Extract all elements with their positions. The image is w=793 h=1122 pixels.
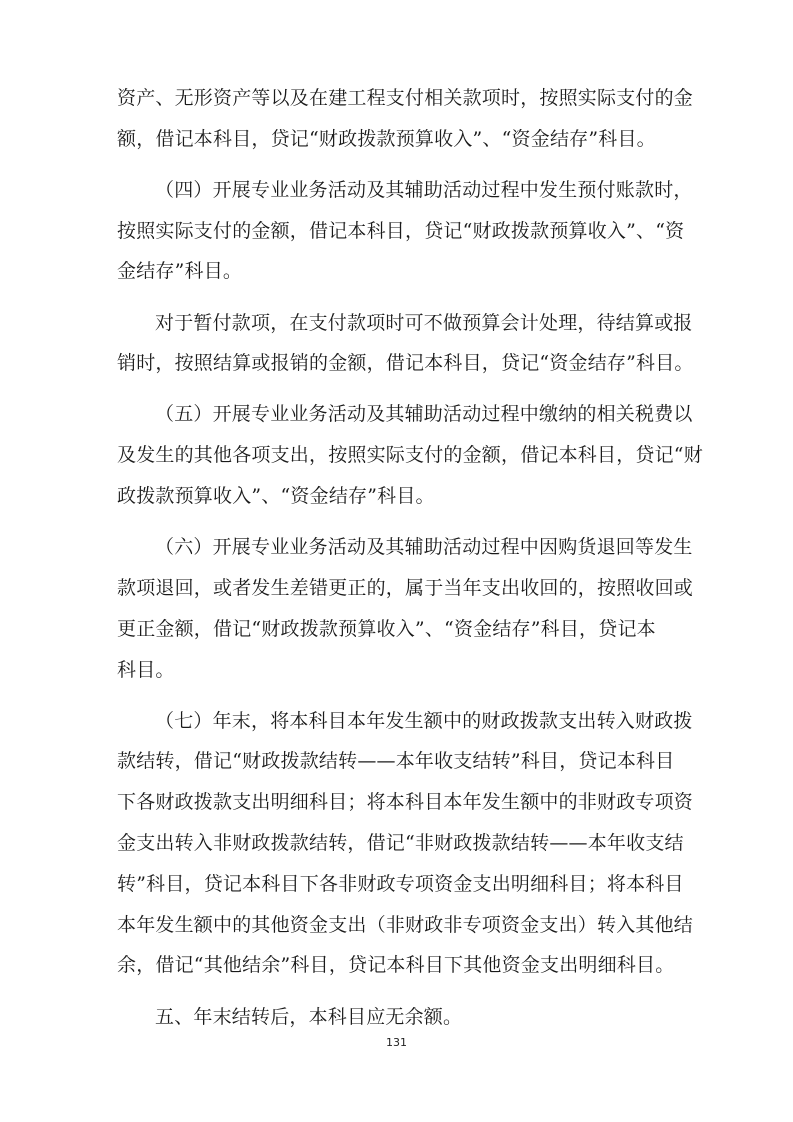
paragraph-line: 资产、无形资产等以及在建工程支付相关款项时，按照实际支付的金	[117, 87, 694, 109]
paragraph-line: 按照实际支付的金额，借记本科目，贷记“财政拨款预算收入”、“资	[117, 219, 685, 242]
paragraph-line: （六）开展专业业务活动及其辅助活动过程中因购货退回等发生	[155, 536, 693, 559]
paragraph-line: （七）年末，将本科目本年发生额中的财政拨款支出转入财政拨	[155, 709, 693, 732]
paragraph-line: 科目。	[117, 658, 175, 681]
paragraph-line: 余，借记“其他结余”科目，贷记本科目下其他资金支出明细科目。	[117, 954, 675, 977]
paragraph-line: 对于暂付款项，在支付款项时可不做预算会计处理，待结算或报	[155, 311, 693, 334]
paragraph-line: （四）开展专业业务活动及其辅助活动过程中发生预付账款时，	[155, 178, 693, 201]
paragraph-line: 款项退回，或者发生差错更正的，属于当年支出收回的，按照收回或	[117, 576, 694, 599]
paragraph-line: 本年发生额中的其他资金支出（非财政非专项资金支出）转入其他结	[117, 913, 694, 936]
paragraph-line: （五）开展专业业务活动及其辅助活动过程中缴纳的相关税费以	[155, 403, 693, 426]
paragraph-line: 更正金额，借记“财政拨款预算收入”、“资金结存”科目，贷记本	[117, 617, 656, 640]
paragraph-line: 金支出转入非财政拨款结转，借记“非财政拨款结转——本年收支结	[117, 832, 684, 855]
paragraph-line: 政拨款预算收入”、“资金结存”科目。	[117, 485, 435, 508]
paragraph-line: 款结转，借记“财政拨款结转——本年收支结转”科目，贷记本科目	[117, 750, 675, 773]
paragraph-line: 下各财政拨款支出明细科目；将本科目本年发生额中的非财政专项资	[117, 791, 694, 814]
page-number: 131	[386, 1036, 407, 1049]
paragraph-line: 额，借记本科目，贷记“财政拨款预算收入”、“资金结存”科目。	[117, 127, 656, 150]
body-text	[117, 78, 703, 1037]
paragraph-line: 及发生的其他各项支出，按照实际支付的金额，借记本科目，贷记“财	[117, 444, 703, 467]
paragraph-line: 转”科目，贷记本科目下各非财政专项资金支出明细科目；将本科目	[117, 872, 684, 895]
paragraph-line: 销时，按照结算或报销的金额，借记本科目，贷记“资金结存”科目。	[117, 352, 694, 375]
paragraph-line: 五、年末结转后，本科目应无余额。	[155, 1005, 463, 1028]
paragraph-line: 金结存”科目。	[117, 260, 243, 283]
